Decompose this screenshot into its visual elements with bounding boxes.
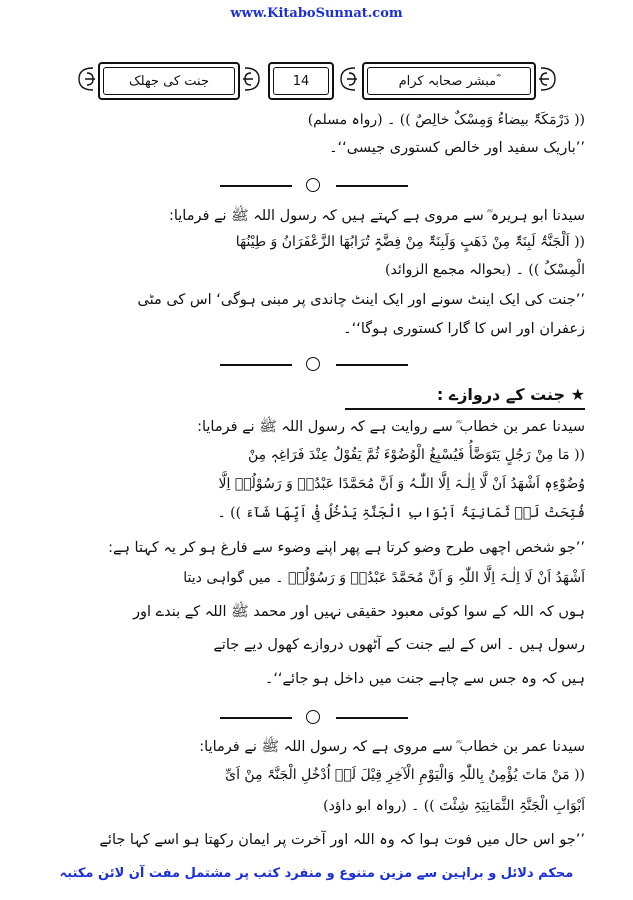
footer-tagline[interactable]: محکم دلائل و براہین سے مزین متنوع و منفرد کتب پر مشتمل مفت آن لائن مکتبہ	[59, 866, 574, 881]
text-line: (( مَا مِنْ رَجُلٍ یَتَوَضَّأُ فَیُسْبِغُ الْوُضُوْءَ ثُمَّ یَقُوْلُ عِنْدَ فَرَاغِہٖ مِنْ	[247, 447, 585, 463]
text-line: ’’جو شخص اچھی طرح وضو کرتا ہے پھر اپنے وضوء سے فارغ ہو کر یہ کہتا ہے:	[108, 540, 585, 556]
text-line: سیدنا ابو ہریرہ ؓ سے مروی ہے کہتے ہیں کہ رسول اللہ ﷺ نے فرمایا:	[168, 208, 585, 224]
text-line: فُتِحَتْ لَہٗ ثَمَانِیَۃُ اَبْوَابِ الْجَنَّۃِ یَدْخُلُ فِیْ اَیِّھَا شَآءَ )) ۔	[217, 505, 585, 521]
section-divider	[220, 178, 410, 192]
circle-ornament-icon	[306, 357, 320, 371]
section-heading-text: جنت کے دروازے :	[436, 385, 566, 404]
heading-underline	[345, 408, 585, 410]
text-line: ’’باریک سفید اور خالص کستوری جیسی‘‘۔	[329, 140, 585, 156]
star-icon: ★	[565, 385, 585, 404]
text-line: اَبْوَابِ الْجَنَّۃِ الثَّمَانِیَۃِ شِئْتَ )) ۔ (رواہ ابو داؤد)	[323, 798, 585, 814]
text-line: ’’جو اس حال میں فوت ہوا کہ وہ اللہ اور آخرت پر ایمان رکھتا ہو اسے کہا جائے	[99, 832, 585, 848]
text-line: الْمِسْکُ )) ۔ (بحوالہ مجمع الزوائد)	[385, 262, 585, 278]
text-line: (( دَرْمَکَۃٌ بیضاءُ وَمِسْکٌ خالِصٌ )) ۔ (رواہ مسلم)	[307, 112, 585, 128]
site-url[interactable]: www.KitaboSunnat.com	[230, 6, 403, 21]
text-line: زعفران اور اس کا گارا کستوری ہوگا‘‘۔	[343, 321, 585, 337]
page-number-frame	[268, 62, 334, 100]
circle-ornament-icon	[306, 710, 320, 724]
header-right-frame	[362, 62, 536, 100]
circle-ornament-icon	[306, 178, 320, 192]
section-heading	[40, 385, 585, 404]
text-line: سیدنا عمر بن خطاب ؓ سے مروی ہے کہ رسول اللہ ﷺ نے فرمایا:	[199, 739, 585, 755]
left-ornament-icon	[72, 62, 98, 96]
text-line: ہیں کہ وہ جس سے چاہے جنت میں داخل ہو جائے‘‘۔	[264, 671, 585, 687]
text-line: (( اَلْجَنَّۃُ لَبِنَۃٌ مِنْ ذَھَبٍ وَلَبِنَۃٌ مِنْ فِضَّۃٍ تُرَابُھَا الزَّعْفَرَانُ وَ طِیْنُھَا	[235, 234, 585, 250]
header-left-frame	[98, 62, 240, 100]
text-line: رسول ہیں ۔ اس کے لیے جنت کے آٹھوں دروازے کھول دیے جاتے	[213, 637, 585, 653]
text-line: (( مَنْ مَاتَ یُؤْمِنُ بِاللّٰہِ وَالْیَوْمِ الْآخِرِ قِیْلَ لَہٗ اُدْخُلِ الْجَنَّۃَ مِنْ اَیِّ	[225, 767, 585, 783]
mid-right-ornament-icon	[334, 62, 360, 96]
right-ornament-icon	[536, 62, 562, 96]
header-left-title: جنت کی جھلک	[103, 67, 235, 95]
text-line: اَشْھَدُ اَنْ لَا اِلٰـہَ اِلَّا اللّٰہِ وَ اَنَّ مُحَمَّدً عَبْدُہٗ وَ رَسُوْلُہٗ ۔ میں گواہی دیتا	[183, 570, 585, 586]
text-line: سیدنا عمر بن خطاب ؓ سے روایت ہے کہ رسول اللہ ﷺ نے فرمایا:	[197, 419, 585, 435]
mid-left-ornament-icon	[240, 62, 266, 96]
text-line: ’’جنت کی ایک اینٹ سونے اور ایک اینٹ چاندی پر مبنی ہوگی‘ اس کی مٹی	[137, 292, 585, 308]
section-divider	[220, 710, 410, 724]
header-right-title: مبشر صحابہ کرام ؓ	[367, 67, 531, 95]
text-line: ہوں کہ اللہ کے سوا کوئی معبود حقیقی نہیں اور محمد ﷺ اللہ کے بندے اور	[133, 604, 585, 620]
section-divider	[220, 357, 410, 371]
page-number: 14	[273, 67, 329, 95]
text-line: وُضُوْءِہٖ اَشْھَدُ اَنْ لَّا اِلٰـہَ اِلَّا اللّٰـہُ وَ اَنَّ مُحَمَّدًا عَبْدُہٗ وَ رَسُوْلُہٗ اِلَّا	[218, 476, 585, 492]
